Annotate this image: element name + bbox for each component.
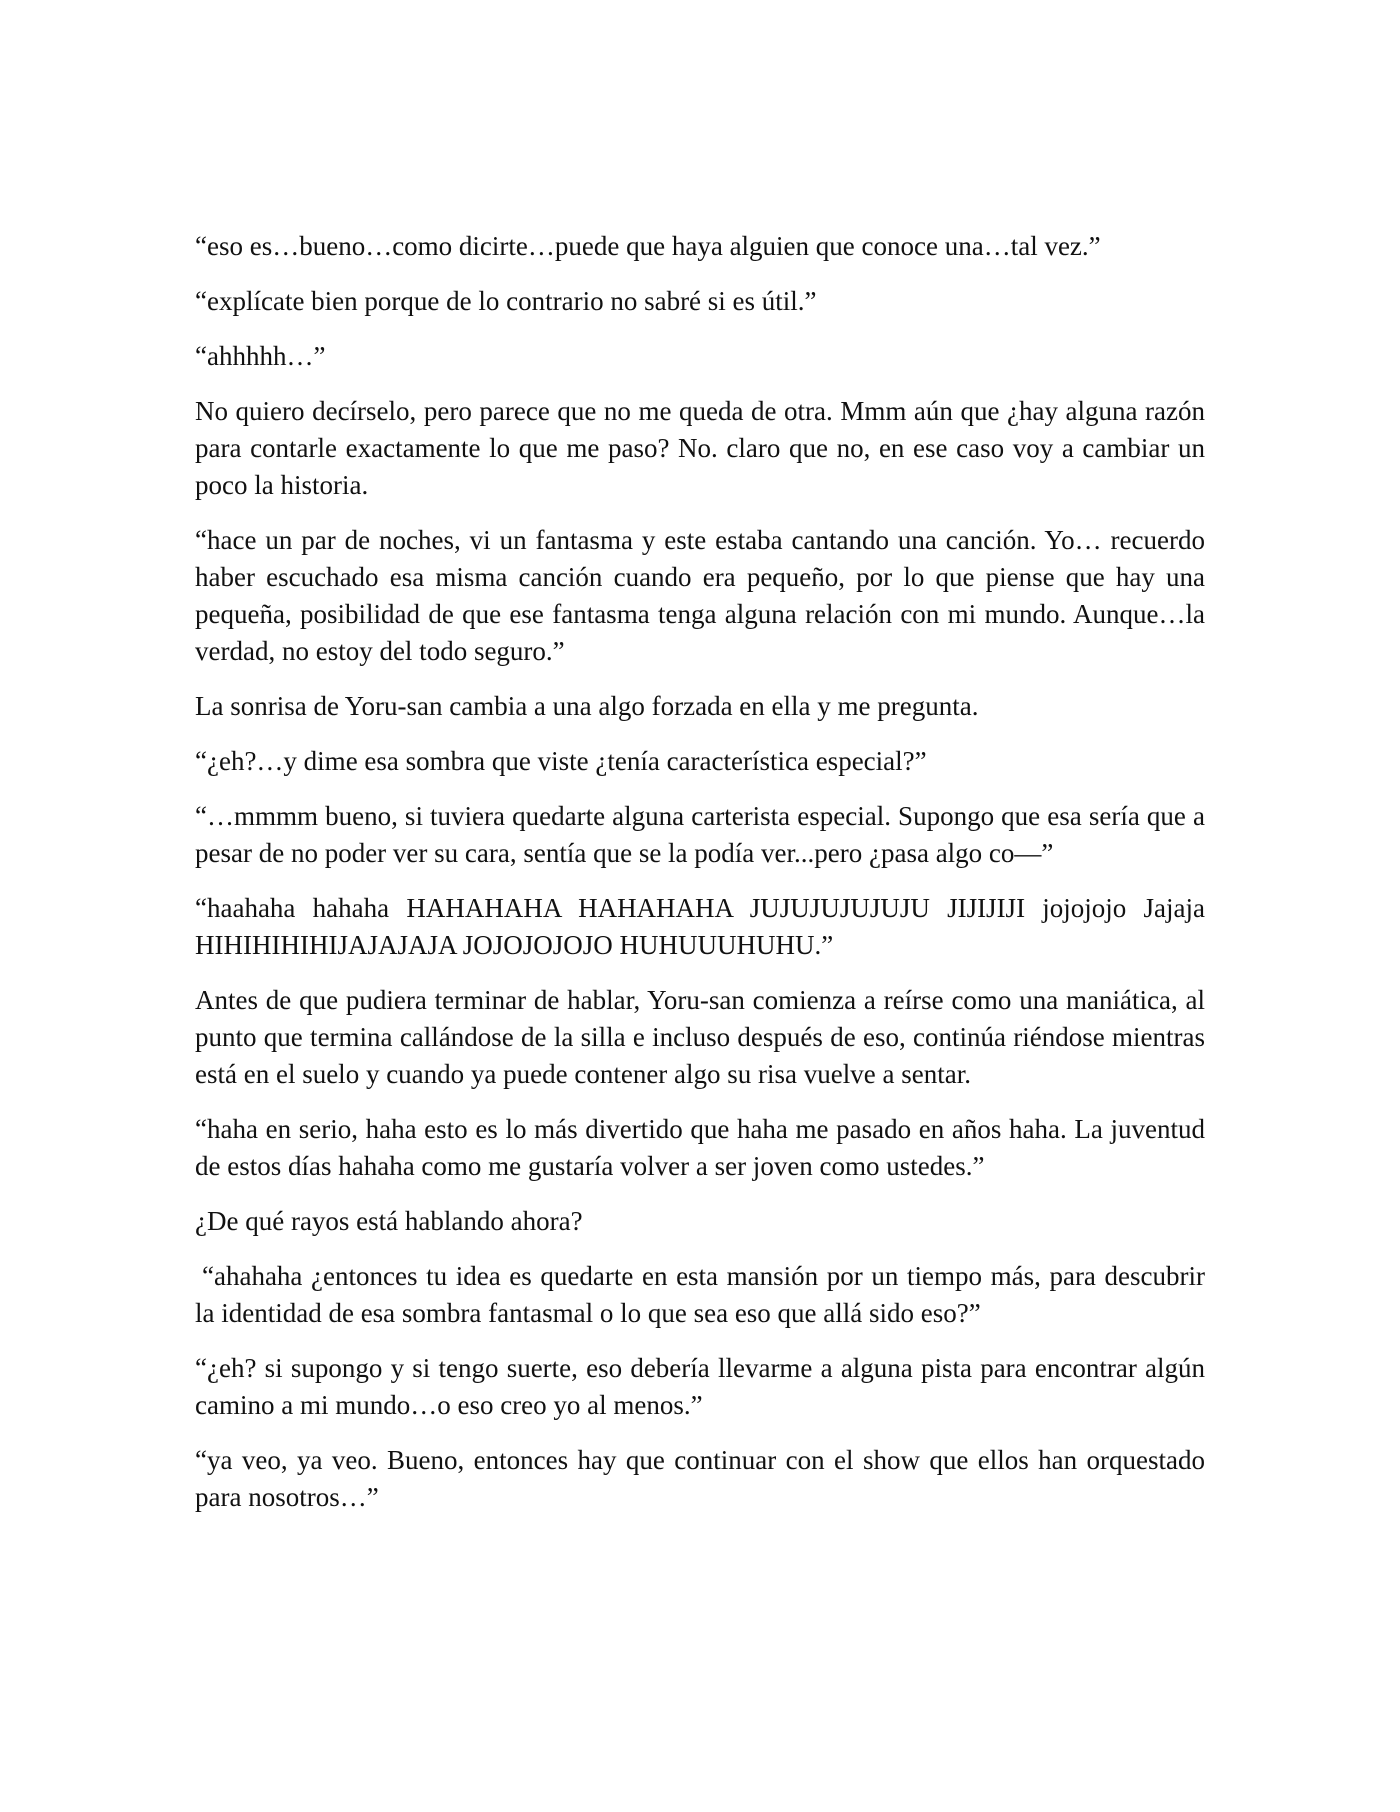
paragraph: “eso es…bueno…como dicirte…puede que haya alguien que conoce una…tal vez.” [195,231,1101,261]
paragraph: “haha en serio, haha esto es lo más divertido que haha me pasado en años haha. La juventud de estos días hahaha como me gustaría volver a ser joven como ustedes.” [195,1114,1205,1181]
paragraph: “…mmmm bueno, si tuviera quedarte alguna carterista especial. Supongo que esa sería que a pesar de no poder ver su cara, sentía que se la podía ver...pero ¿pasa algo co—” [195,801,1205,868]
paragraph: “¿eh?…y dime esa sombra que viste ¿tenía característica especial?” [195,746,927,776]
paragraph: “haahaha hahaha HAHAHAHA HAHAHAHA JUJUJUJUJUJU JIJIJIJI jojojojo Jajaja HIHIHIHIHIJAJAJAJA JOJOJOJOJO HUHUUUHUHU.” [195,893,1205,960]
paragraph: ¿De qué rayos está hablando ahora? [195,1206,583,1236]
paragraph: “¿eh? si supongo y si tengo suerte, eso debería llevarme a alguna pista para encontrar algún camino a mi mundo…o eso creo yo al menos.” [195,1353,1205,1420]
paragraph: “ya veo, ya veo. Bueno, entonces hay que continuar con el show que ellos han orquestado para nosotros…” [195,1445,1205,1512]
body-text [195,228,1205,1534]
paragraph: Antes de que pudiera terminar de hablar, Yoru-san comienza a reírse como una maniática, al punto que termina callándose de la silla e incluso después de eso, continúa riéndose mientras está en el suelo y cuando ya puede contener algo su risa vuelve a sentar. [195,985,1205,1089]
paragraph: “ahahaha ¿entonces tu idea es quedarte en esta mansión por un tiempo más, para descubrir la identidad de esa sombra fantasmal o lo que sea eso que allá sido eso?” [195,1261,1205,1328]
paragraph: “ahhhhh…” [195,341,326,371]
paragraph: “explícate bien porque de lo contrario no sabré si es útil.” [195,286,817,316]
paragraph: “hace un par de noches, vi un fantasma y este estaba cantando una canción. Yo… recuerdo haber escuchado esa misma canción cuando era pequeño, por lo que piense que hay una pequeña, posibilidad de que ese fantasma tenga alguna relación con mi mundo. Aunque…la verdad, no estoy del todo seguro.” [195,525,1205,666]
paragraph: La sonrisa de Yoru-san cambia a una algo forzada en ella y me pregunta. [195,691,979,721]
paragraph: No quiero decírselo, pero parece que no me queda de otra. Mmm aún que ¿hay alguna razón para contarle exactamente lo que me paso? No. claro que no, en ese caso voy a cambiar un poco la historia. [195,396,1205,500]
